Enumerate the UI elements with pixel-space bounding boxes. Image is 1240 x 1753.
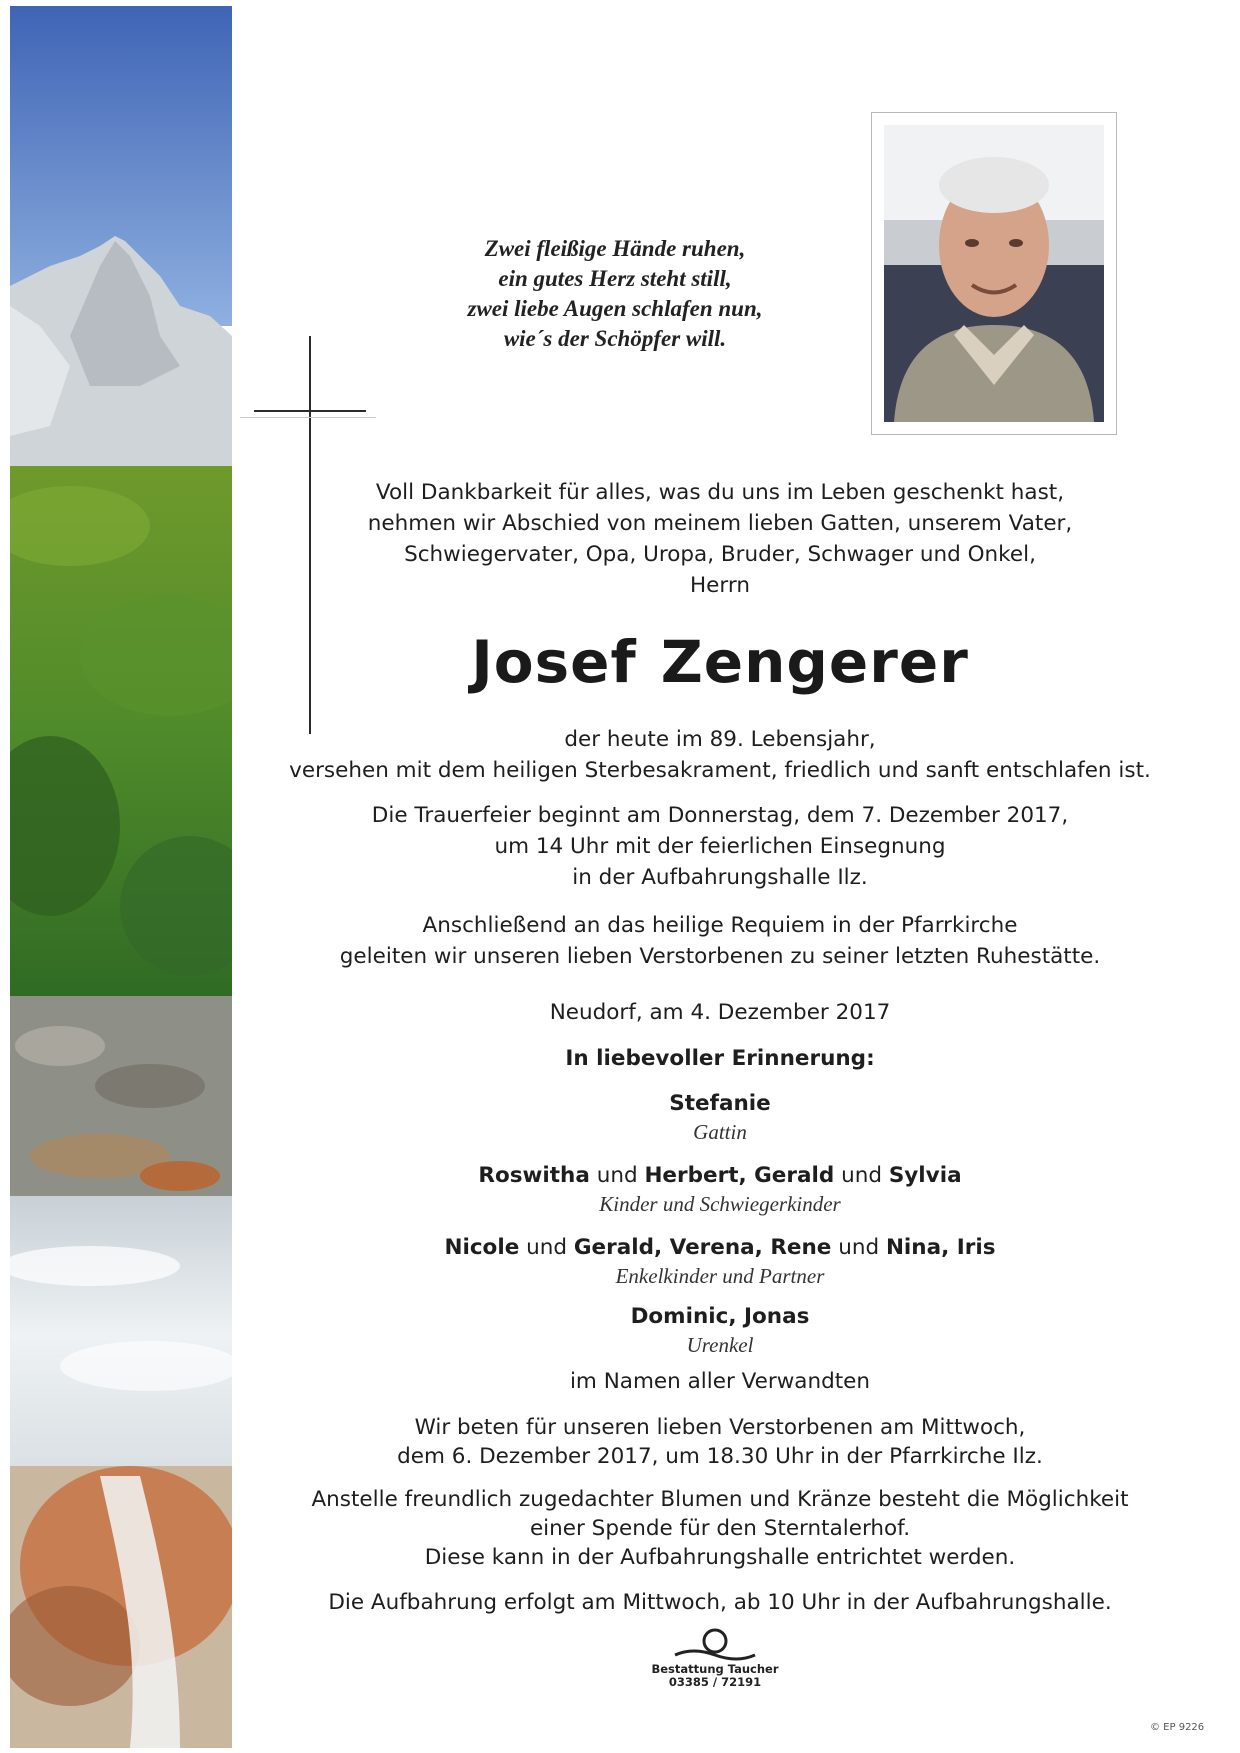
viewing-info	[270, 1587, 1170, 1618]
family-spouse	[270, 1088, 1170, 1146]
children-role: Kinder und Schwiegerkinder	[599, 1192, 841, 1216]
deceased-name	[270, 628, 1170, 696]
death-notice-line: versehen mit dem heiligen Sterbesakrament, friedlich und sanft entschlafen ist.	[289, 758, 1151, 783]
poem-line: wie´s der Schöpfer will.	[503, 326, 727, 351]
last-name: Zengerer	[660, 628, 969, 696]
requiem-line: geleiten wir unseren lieben Verstorbenen zu seiner letzten Ruhestätte.	[339, 944, 1101, 969]
family-children	[270, 1160, 1170, 1218]
poem-line: Zwei fleißige Hände ruhen,	[484, 236, 746, 261]
requiem-line: Anschließend an das heilige Requiem in der Pfarrkirche	[422, 913, 1018, 938]
place-date-text: Neudorf, am 4. Dezember 2017	[549, 1000, 891, 1025]
cross-shadow-line	[240, 417, 376, 418]
child-name: Sylvia	[888, 1163, 962, 1188]
funeral-home-logo	[640, 1627, 790, 1689]
spouse-role: Gattin	[693, 1120, 747, 1144]
family-grandchildren	[270, 1232, 1170, 1290]
prayer-line: Wir beten für unseren lieben Verstorbenen am Mittwoch,	[414, 1415, 1026, 1440]
template-code: © EP 9226	[1150, 1722, 1205, 1733]
grandchildren-role: Enkelkinder und Partner	[615, 1264, 825, 1288]
poem-line: ein gutes Herz steht still,	[498, 266, 732, 291]
intro-line: Schwiegervater, Opa, Uropa, Bruder, Schwager und Onkel,	[404, 542, 1036, 567]
donation-line: Anstelle freundlich zugedachter Blumen und Kränze besteht die Möglichkeit	[311, 1487, 1129, 1512]
poem-line: zwei liebe Augen schlafen nun,	[467, 296, 763, 321]
intro-line: Voll Dankbarkeit für alles, was du uns im Leben geschenkt hast,	[375, 480, 1065, 505]
child-name: Herbert, Gerald	[644, 1163, 835, 1188]
remembrance-heading	[270, 1043, 1170, 1074]
child-name: Roswitha	[478, 1163, 590, 1188]
intro-line: nehmen wir Abschied von meinem lieben Gatten, unserem Vater,	[367, 511, 1073, 536]
portrait-photo-frame	[871, 112, 1117, 435]
funeral-home-phone: 03385 / 72191	[668, 1675, 762, 1689]
spouse-name: Stefanie	[669, 1091, 771, 1116]
portrait-photo	[884, 125, 1104, 422]
name-joiner: und	[831, 1235, 886, 1260]
ceremony-line: um 14 Uhr mit der feierlichen Einsegnung	[494, 834, 946, 859]
cross-horizontal	[254, 410, 366, 412]
funeral-home-name: Bestattung Taucher	[651, 1662, 779, 1676]
grandchild-name: Nina, Iris	[885, 1235, 996, 1260]
ceremony-line: in der Aufbahrungshalle Ilz.	[572, 865, 868, 890]
grandchild-name: Nicole	[444, 1235, 520, 1260]
children-names	[270, 1160, 1170, 1191]
name-joiner: und	[834, 1163, 889, 1188]
great-grandchildren-names: Dominic, Jonas	[630, 1304, 810, 1329]
donation-line: einer Spende für den Sterntalerhof.	[529, 1516, 911, 1541]
relatives-line-text: im Namen aller Verwandten	[569, 1369, 871, 1394]
relatives-line	[270, 1366, 1170, 1397]
donation-info	[270, 1485, 1170, 1572]
place-date	[270, 997, 1170, 1028]
grandchild-name: Gerald, Verena, Rene	[573, 1235, 832, 1260]
name-joiner: und	[589, 1163, 645, 1188]
first-name: Josef	[471, 628, 637, 696]
intro-line: Herrn	[690, 573, 750, 598]
viewing-text: Die Aufbahrung erfolgt am Mittwoch, ab 10 Uhr in der Aufbahrungshalle.	[328, 1590, 1112, 1615]
prayer-info	[270, 1413, 1170, 1471]
death-notice-line: der heute im 89. Lebensjahr,	[564, 727, 876, 752]
death-notice	[270, 724, 1170, 786]
family-great-grandchildren	[270, 1301, 1170, 1359]
intro-text	[270, 477, 1170, 601]
name-joiner: und	[519, 1235, 574, 1260]
donation-line: Diese kann in der Aufbahrungshalle entrichtet werden.	[424, 1545, 1016, 1570]
grandchildren-names	[270, 1232, 1170, 1263]
poem	[400, 234, 830, 354]
great-grandchildren-role: Urenkel	[686, 1333, 754, 1357]
funeral-home-emblem-icon	[673, 1627, 757, 1661]
landscape-strip	[10, 6, 232, 1748]
requiem-info	[270, 910, 1170, 972]
remembrance-heading-text: In liebevoller Erinnerung:	[565, 1046, 875, 1071]
ceremony-info	[270, 800, 1170, 893]
ceremony-line: Die Trauerfeier beginnt am Donnerstag, dem 7. Dezember 2017,	[371, 803, 1069, 828]
prayer-line: dem 6. Dezember 2017, um 18.30 Uhr in der Pfarrkirche Ilz.	[397, 1444, 1043, 1469]
